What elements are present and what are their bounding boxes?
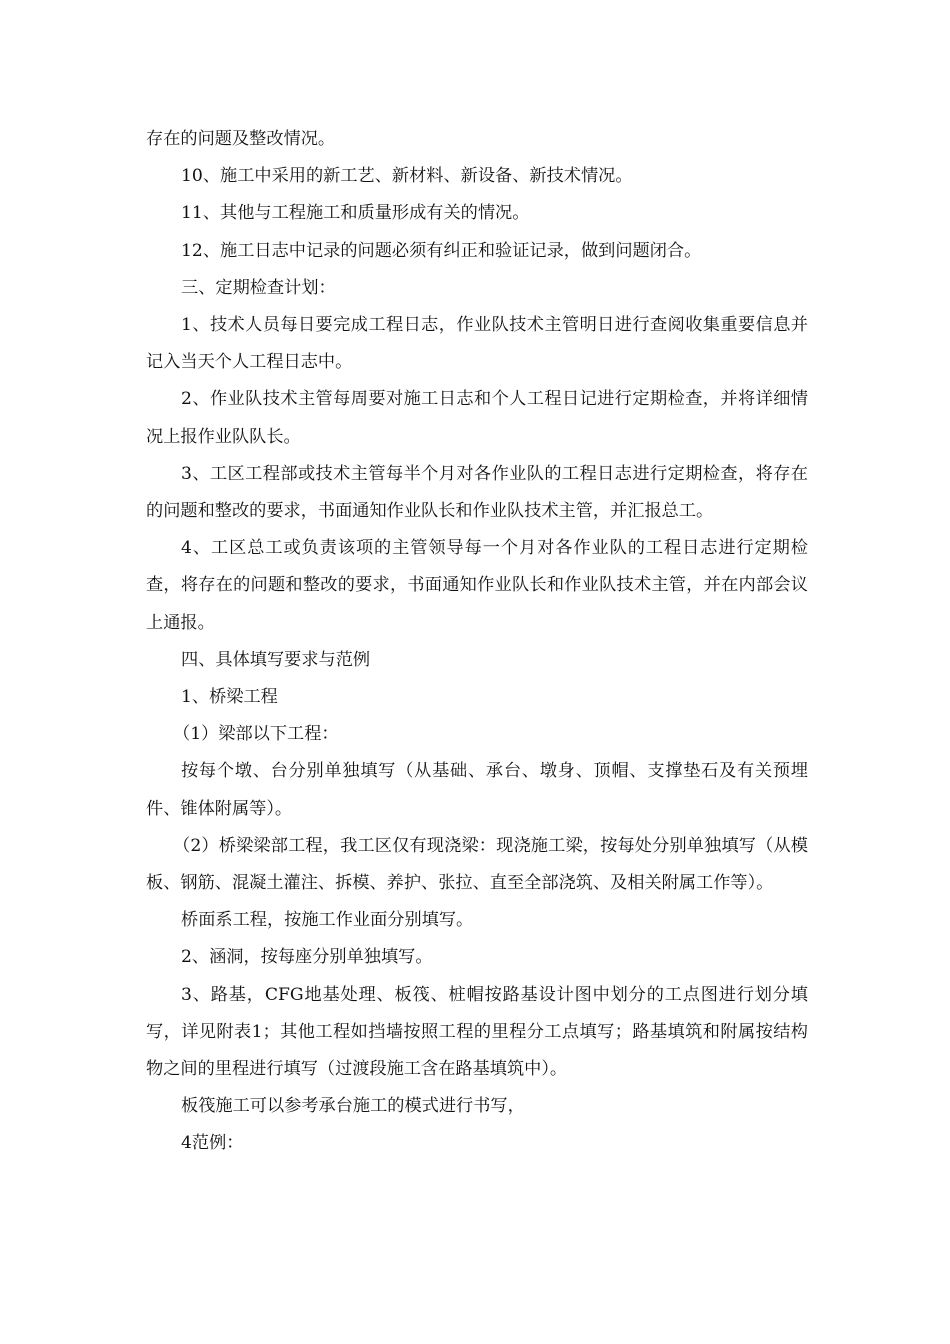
paragraph-plan-4: 4、工区总工或负责该项的主管领导每一个月对各作业队的工程日志进行定期检查，将存在的问题和整改的要求，书面通知作业队长和作业队技术主管，并在内部会议上通报。 [146, 538, 808, 633]
paragraph-raft: 板筏施工可以参考承台施工的模式进行书写， [181, 1096, 525, 1117]
paragraph-continuation: 存在的问题及整改情况。 [146, 129, 336, 149]
paragraph-below-beam: 按每个墩、台分别单独填写（从基础、承台、墩身、顶帽、支撑垫石及有关预埋件、锥体附属等）。 [146, 761, 808, 819]
document-body [146, 121, 808, 1163]
subheading-bridge: 1、桥梁工程 [181, 687, 278, 708]
paragraph-subgrade: 3、路基，CFG地基处理、板筏、桩帽按路基设计图中划分的工点图进行划分填写，详见附表1；其他工程如挡墙按照工程的里程分工点填写；路基填筑和附属按结构物之间的里程进行填写（过渡段施工含在路基填筑中）。 [146, 984, 808, 1080]
paragraph-plan-3: 3、工区工程部或技术主管每半个月对各作业队的工程日志进行定期检查，将存在的问题和整改的要求，书面通知作业队长和作业队技术主管，并汇报总工。 [146, 463, 808, 522]
paragraph-item-12: 12、施工日志中记录的问题必须有纠正和验证记录，做到问题闭合。 [181, 240, 702, 261]
paragraph-plan-2: 2、作业队技术主管每周要对施工日志和个人工程日记进行定期检查，并将详细情况上报作业队队长。 [146, 389, 808, 447]
paragraph-culvert: 2、涵洞，按每座分别单独填写。 [181, 947, 433, 968]
paragraph-item-11: 11、其他与工程施工和质量形成有关的情况。 [181, 203, 530, 224]
section-heading-requirements: 四、具体填写要求与范例 [181, 649, 371, 670]
paragraph-item-10: 10、施工中采用的新工艺、新材料、新设备、新技术情况。 [181, 166, 633, 187]
paragraph-deck-system: 桥面系工程，按施工作业面分别填写。 [181, 910, 474, 931]
subheading-below-beam: （1）梁部以下工程： [173, 724, 339, 745]
paragraph-plan-1: 1、技术人员每日要完成工程日志，作业队技术主管明日进行查阅收集重要信息并记入当天个人工程日志中。 [146, 315, 808, 373]
section-heading-inspection-plan: 三、定期检查计划： [181, 277, 336, 298]
paragraph-example: 4范例： [181, 1133, 244, 1154]
paragraph-beam-works: （2）桥梁梁部工程，我工区仅有现浇梁：现浇施工梁，按每处分别单独填写（从模板、钢筋、混凝土灌注、拆模、养护、张拉、直至全部浇筑、及相关附属工作等）。 [146, 835, 808, 894]
